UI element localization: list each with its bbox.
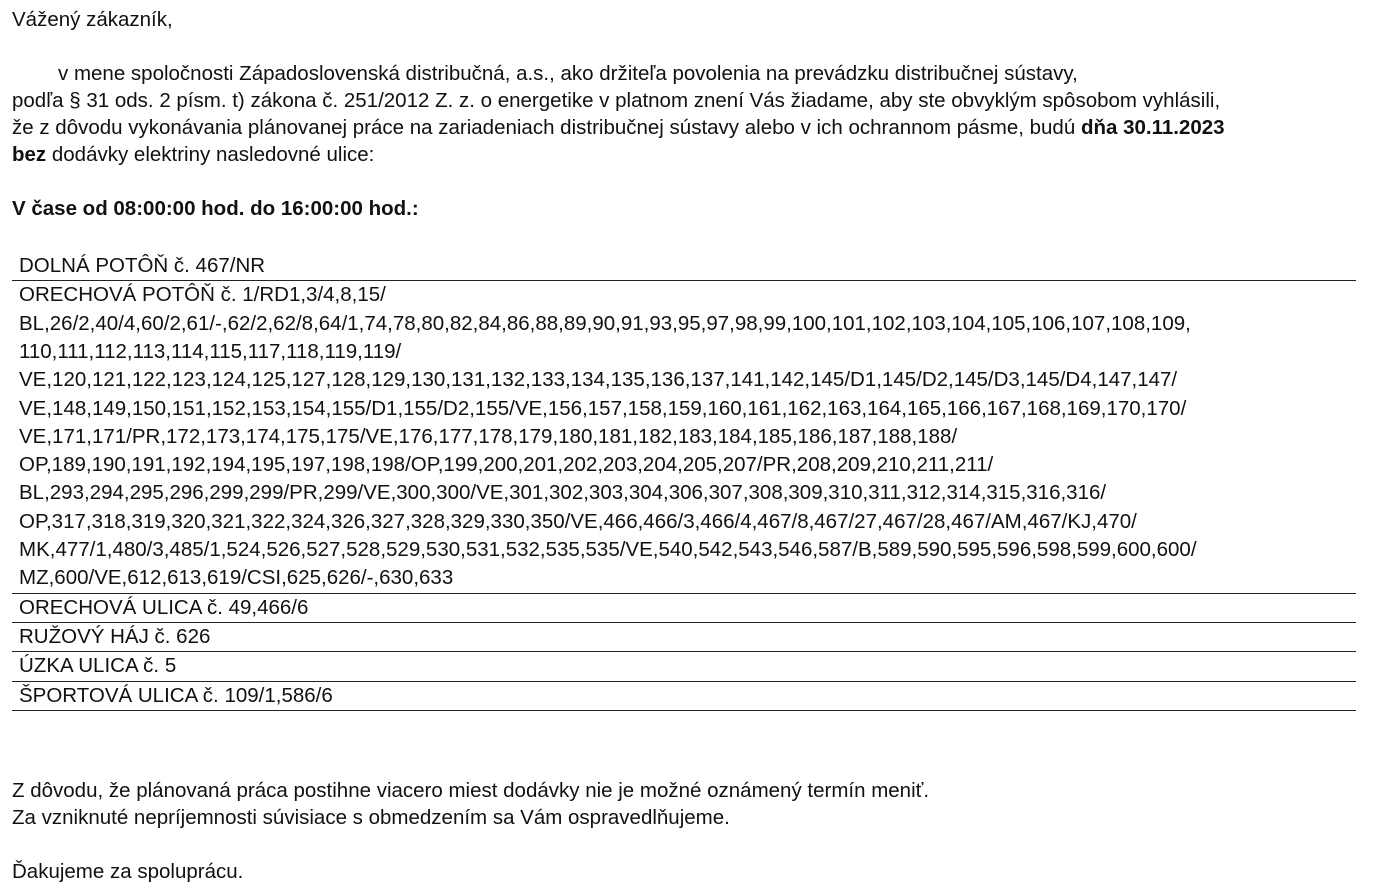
street-text: ŠPORTOVÁ ULICA č. 109/1,586/6 <box>19 683 333 707</box>
spacer <box>12 711 1364 777</box>
intro-line-4-text: dodávky elektriny nasledovné ulice: <box>46 143 375 166</box>
street-row <box>12 682 1356 711</box>
closing-thanks: Ďakujeme za spoluprácu. <box>12 860 244 884</box>
streets-table <box>12 252 1356 711</box>
greeting: Vážený zákazník, <box>12 8 173 31</box>
intro-line-3 <box>12 114 1364 141</box>
intro-line-1: v mene spoločnosti Západoslovenská distribučná, a.s., ako držiteľa povolenia na prevádzku distribučnej sústavy, <box>58 62 1078 85</box>
street-row <box>12 281 1356 593</box>
time-heading <box>12 195 1364 222</box>
intro-line-2: podľa § 31 ods. 2 písm. t) zákona č. 251/2012 Z. z. o energetike v platnom znení Vás žiadame, aby ste obvyklým spôsobom vyhlásili, <box>12 89 1221 112</box>
without-label: bez <box>12 143 47 166</box>
street-text: RUŽOVÝ HÁJ č. 626 <box>19 625 211 649</box>
street-text: ORECHOVÁ ULICA č. 49,466/6 <box>19 595 309 619</box>
closing-line-2: Za vzniknuté nepríjemnosti súvisiace s obmedzením sa Vám ospravedlňujeme. <box>12 806 730 830</box>
street-row <box>12 652 1356 681</box>
street-row <box>12 623 1356 652</box>
street-text: ÚZKA ULICA č. 5 <box>19 654 177 678</box>
time-heading-text: V čase od 08:00:00 hod. do 16:00:00 hod.: <box>12 197 419 220</box>
street-text: DOLNÁ POTÔŇ č. 467/NR <box>19 254 266 277</box>
street-text: ORECHOVÁ POTÔŇ č. 1/RD1,3/4,8,15/ BL,26/2,40/4,60/2,61/-,62/2,62/8,64/1,74,78,80,82,84,86,88,89,90,91,93,95,97,98,99,100,101,102,103,104,105,106,107,108,109, 110,111,112,113,114,115,117,118,119,119/ VE,120,121,122,123,124,125,127,128,129,130,131,132,133,134,135,136,137,141,142,145/D1,145/D2,145/D3,145/D4,147,147/ VE,148,149,150,151,152,153,154,155/D1,155/D2,155/VE,156,157,158,159,160,161,162,163,164,165,166,167,168,169,170,170/ VE,171,171/PR,172,173,174,175,175/VE,176,177,178,179,180,181,182,183,184,185,186,187,188,188/ OP,189,190,191,192,194,195,197,198,198/OP,199,200,201,202,203,204,205,207/PR,208,209,210,211,211/ BL,293,294,295,296,299,299/PR,299/VE,300,300/VE,301,302,303,304,306,307,308,309,310,311,312,314,315,316,316/ OP,317,318,319,320,321,322,324,326,327,328,329,330,350/VE,466,466/3,466/4,467/8,467/27,467/28,467/AM,467/KJ,470/ MK,477/1,480/3,485/1,524,526,527,528,529,530,531,532,535,535/VE,540,542,543,546,587/B,589,590,595,596,598,599,600,600/ MZ,600/VE,612,613,619/CSI,625,626/-,630,633 <box>19 283 1197 590</box>
intro-line-3-text: že z dôvodu vykonávania plánovanej práce na zariadeniach distribučnej sústavy alebo v ich ochrannom pásme, budú <box>12 116 1081 139</box>
outage-notice-document <box>12 6 1364 885</box>
spacer <box>12 168 1364 195</box>
street-row <box>12 594 1356 623</box>
spacer <box>12 33 1364 60</box>
street-row <box>12 252 1356 281</box>
closing-line-1: Z dôvodu, že plánovaná práca postihne viacero miest dodávky nie je možné oznámený termín meniť. <box>12 779 930 803</box>
intro-paragraph <box>12 60 1364 168</box>
intro-line-4 <box>12 141 1364 168</box>
outage-date: dňa 30.11.2023 <box>1080 116 1225 139</box>
spacer <box>12 831 1364 858</box>
